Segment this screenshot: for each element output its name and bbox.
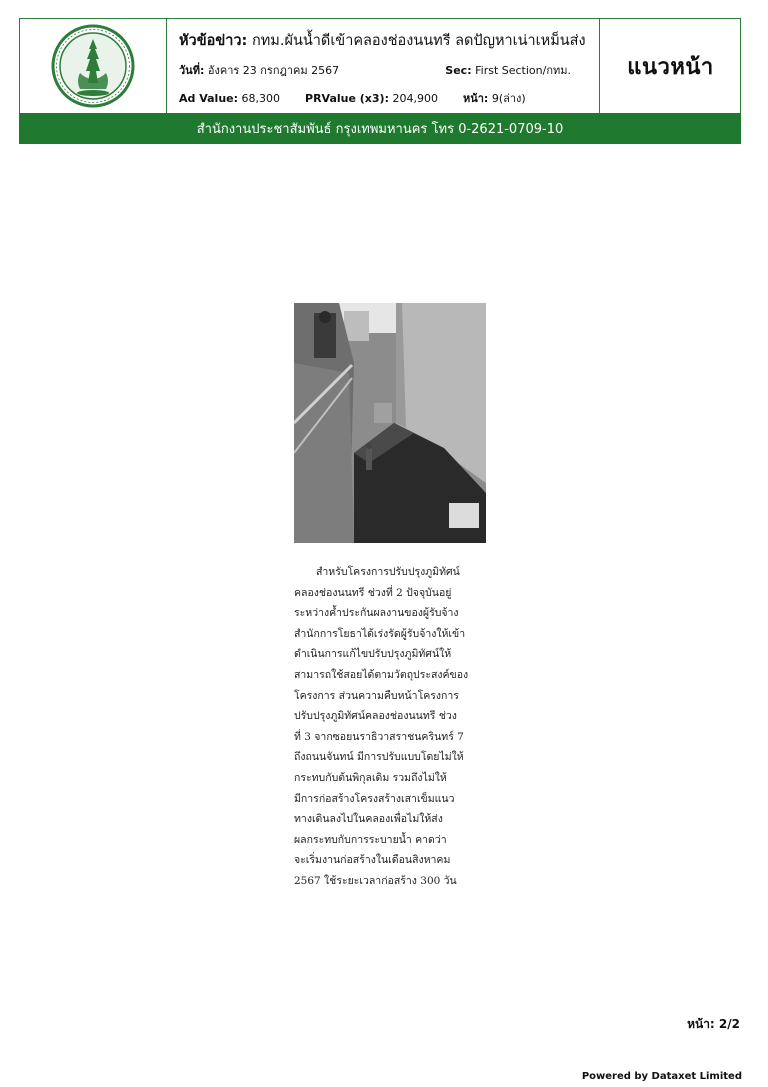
page-value: 9(ล่าง) [491, 92, 526, 105]
canal-photo [294, 303, 486, 543]
ad-value: 68,300 [241, 92, 281, 105]
date-label: วันที่: [179, 64, 205, 77]
article-line: ถึงถนนจันทน์ มีการปรับแบบโดยไม่ให้ [294, 751, 464, 764]
info-cell [167, 19, 599, 113]
value-row [179, 89, 526, 107]
ad-value-label: Ad Value: [179, 92, 239, 105]
article-line: ผลกระทบกับการระบายน้ำ คาดว่า [294, 833, 447, 846]
powered-by-credit: Powered by Dataxet Limited [581, 1071, 742, 1082]
article-line: สามารถใช้สอยได้ตามวัตถุประสงค์ของ [294, 668, 469, 681]
article-line: มีการก่อสร้างโครงสร้างเสาเข็มแนว [294, 792, 455, 805]
article-line: ทางเดินลงไปในคลองเพื่อไม่ให้ส่ง [294, 813, 443, 826]
clipping-header [19, 18, 741, 114]
headline-text: กทม.ผันน้ำดีเข้าคลองช่องนนทรี ลดปัญหาเน่าเหม็นส่ง [251, 33, 586, 49]
section-value: First Section/กทม. [475, 64, 571, 77]
article-line: กระทบกับต้นพิกุลเดิม รวมถึงไม่ให้ [294, 771, 447, 784]
pr-value-label: PRValue (x3): [305, 92, 389, 105]
pr-value: 204,900 [392, 92, 438, 105]
article-line: ปรับปรุงภูมิทัศน์คลองช่องนนทรี ช่วง [294, 710, 457, 723]
article-line: สำหรับโครงการปรับปรุงภูมิทัศน์ [316, 566, 460, 578]
page-label: หน้า: [462, 92, 489, 105]
article-body [294, 562, 490, 892]
section-info [445, 61, 571, 79]
page-number: หน้า: 2/2 [687, 1017, 740, 1031]
logo-cell [20, 19, 167, 113]
newspaper-name: แนวหน้า [627, 54, 714, 80]
article-line: ระหว่างค้ำประกันผลงานของผู้รับจ้าง [294, 607, 459, 620]
article-line: โครงการ ส่วนความคืบหน้าโครงการ [294, 689, 459, 702]
date-row [179, 61, 589, 79]
article-line: คลองช่องนนทรี ช่วงที่ 2 ปัจจุบันอยู่ [294, 586, 452, 599]
source-cell [599, 19, 741, 113]
headline-label: หัวข้อข่าว: [179, 33, 248, 49]
section-label: Sec: [445, 64, 472, 77]
pr-office-banner: สำนักงานประชาสัมพันธ์ กรุงเทพมหานคร โทร 0-2621-0709-10 [19, 113, 741, 144]
article-line: ที่ 3 จากซอยนราธิวาสราชนครินทร์ 7 [294, 730, 464, 743]
article-line: จะเริ่มงานก่อสร้างในเดือนสิงหาคม [294, 854, 451, 867]
article-line: สำนักการโยธาได้เร่งรัดผู้รับจ้างให้เข้า [294, 627, 466, 640]
article-line: ดำเนินการแก้ไขปรับปรุงภูมิทัศน์ให้ [294, 648, 452, 661]
article-line: 2567 ใช้ระยะเวลาก่อสร้าง 300 วัน [294, 874, 457, 887]
headline-row [179, 29, 586, 52]
date-value: อังคาร 23 กรกฎาคม 2567 [207, 64, 340, 77]
bma-seal-logo [50, 23, 136, 109]
